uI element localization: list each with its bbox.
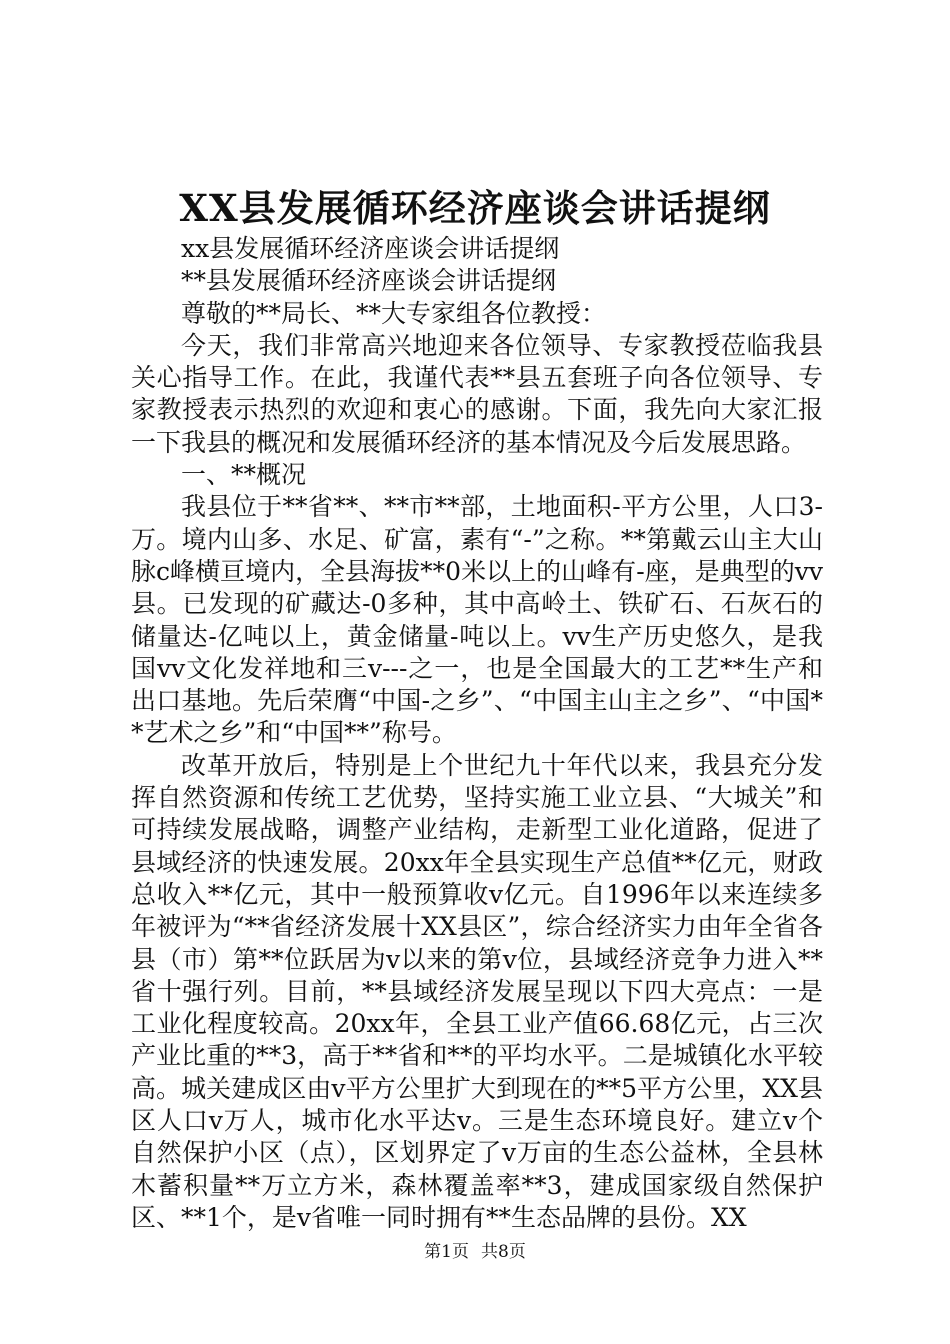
document-title: XX县发展循环经济座谈会讲话提纲 [179,186,771,230]
page-number: 第1页 [424,1242,469,1262]
page-total: 共8页 [481,1242,526,1262]
paragraph-county-overview: 我县位于**省**、**市**部，土地面积-平方公里，人口3-万。境内山多、水足、矿富，素有“-”之称。**第戴云山主大山脉c峰横亘境内，全县海拔**0米以上的山峰有-座，是典型的vv县。已发现的矿藏达-0多种，其中高岭土、铁矿石、石灰石的储量达-亿吨以上，黄金储量-吨以上。vv生产历史悠久，是我国vv文化发祥地和三v---之一，也是全国最大的工艺**生产和出口基地。先后荣膺“中国-之乡”、“中国主山主之乡”、“中国**艺术之乡”和“中国**”称号。 [131,492,823,748]
paragraph-opening: 今天，我们非常高兴地迎来各位领导、专家教授莅临我县关心指导工作。在此，我谨代表**县五套班子向各位领导、专家教授表示热烈的欢迎和衷心的感谢。下面，我先向大家汇报一下我县的概况和发展循环经济的基本情况及今后发展思路。 [131,330,823,457]
page-footer [0,1240,950,1264]
document-body [131,233,823,1234]
section-heading-overview: 一、**概况 [181,460,307,490]
paragraph-subtitle-2: **县发展循环经济座谈会讲话提纲 [181,266,557,296]
paragraph-salutation: 尊敬的**局长、**大专家组各位教授： [181,298,607,328]
paragraph-reform-development: 改革开放后，特别是上个世纪九十年代以来，我县充分发挥自然资源和传统工艺优势，坚持实施工业立县、“大城关”和可持续发展战略，调整产业结构，走新型工业化道路，促进了县域经济的快速发展。20xx年全县实现生产总值**亿元，财政总收入**亿元，其中一般预算收v亿元。自1996年以来连续多年被评为“**省经济发展十XX县区”，综合经济实力由年全省各县（市）第**位跃居为v以来的第v位，县域经济竞争力进入**省十强行列。目前，**县域经济发展呈现以下四大亮点：一是工业化程度较高。20xx年，全县工业产值66.68亿元，占三次产业比重的**3，高于**省和**的平均水平。二是城镇化水平较高。城关建成区由v平方公里扩大到现在的**5平方公里，XX县区人口v万人，城市化水平达v。三是生态环境良好。建立v个自然保护小区（点），区划界定了v万亩的生态公益林，全县林木蓄积量**万立方米，森林覆盖率**3，建成国家级自然保护区、**1个，是v省唯一同时拥有**生态品牌的县份。XX [131,750,823,1232]
paragraph-subtitle-1: xx县发展循环经济座谈会讲话提纲 [181,234,560,263]
